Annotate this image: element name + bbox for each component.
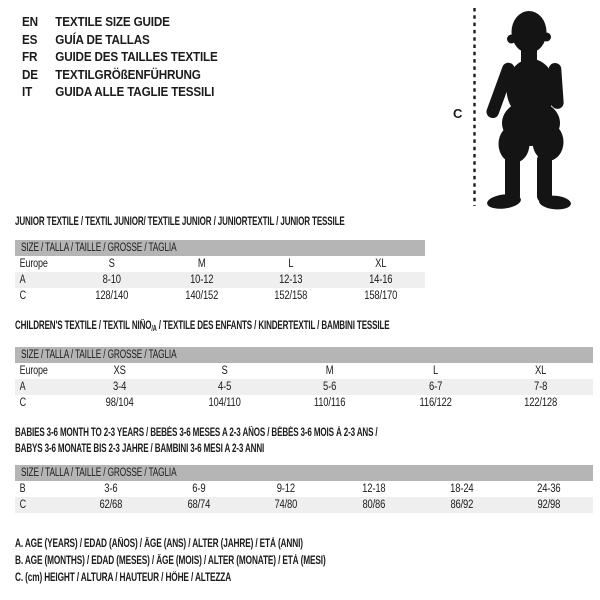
table-title — [15, 215, 425, 229]
row-label: Europe — [19, 365, 48, 377]
table-row — [15, 363, 593, 379]
size-cell: 3-4 — [113, 381, 127, 393]
size-cell: 92/98 — [537, 499, 561, 511]
size-header-bar — [15, 465, 593, 481]
size-cell: S — [108, 258, 115, 270]
size-cell: 6-7 — [428, 381, 442, 393]
row-label: Europe — [19, 258, 48, 270]
size-cell: 12-18 — [362, 483, 386, 495]
row-label: C — [19, 397, 27, 409]
guide-title-es: GUÍA DE TALLAS — [55, 31, 150, 47]
row-label: A — [19, 274, 26, 286]
row-label: C — [19, 499, 27, 511]
guide-title-it: GUIDA ALLE TAGLIE TESSILI — [55, 84, 215, 99]
language-code: EN — [22, 14, 38, 29]
size-table-babies — [15, 425, 593, 513]
size-table-children — [15, 319, 593, 411]
size-cell: 5-6 — [323, 381, 337, 393]
size-cell: 158/170 — [363, 290, 397, 302]
table-row — [15, 395, 593, 411]
size-cell: 12-13 — [279, 274, 303, 286]
size-cell: M — [326, 365, 334, 377]
size-cell: S — [221, 365, 228, 377]
size-cell: XS — [113, 365, 126, 377]
size-cell: 104/110 — [208, 397, 241, 409]
size-cell: 10-12 — [189, 274, 213, 286]
size-cell: 86/92 — [450, 499, 473, 511]
size-cell: 62/68 — [99, 499, 123, 511]
legend-text: C. (cm) HEIGHT / ALTURA / HAUTEUR / HÖHE / ALTEZZA — [15, 572, 232, 584]
legend-text: B. AGE (MONTHS) / EDAD (MESES) / ÂGE (MOIS) / ALTER (MONATE) / ETÀ (MESI) — [15, 555, 326, 567]
language-row — [22, 31, 218, 49]
table-title-text: BABYS 3-6 MONATE BIS 2-3 JAHRE / BAMBINI 3-6 MESI A 2-3 ANNI — [15, 443, 265, 455]
row-label: B — [19, 483, 26, 495]
height-measure-label: C — [453, 106, 463, 121]
size-cell: 9-12 — [277, 483, 296, 495]
table-title-text: / TEXTILE DES ENFANTS / KINDERTEXTIL / BAMBINI TESSILE — [156, 320, 390, 332]
size-cell: 68/74 — [187, 499, 210, 511]
size-cell: 14-16 — [368, 274, 392, 286]
size-header-text: SIZE / TALLA / TAILLE / GRÖSSE / TAGLIA — [21, 242, 177, 254]
language-row — [22, 13, 218, 31]
language-title-list — [22, 13, 239, 101]
table-row — [15, 288, 425, 304]
size-table-junior — [15, 215, 425, 304]
table-row — [15, 481, 593, 497]
size-cell: 24-36 — [537, 483, 561, 495]
baby-silhouette-icon — [465, 5, 595, 215]
size-cell: XL — [534, 365, 547, 377]
guide-title-fr: GUIDE DES TAILLES TEXTILE — [55, 49, 218, 64]
size-header-bar — [15, 240, 425, 256]
size-cell: 98/104 — [105, 397, 134, 409]
size-cell: 116/122 — [419, 397, 452, 409]
size-cell: 74/80 — [274, 499, 298, 511]
size-cell: 110/116 — [314, 397, 346, 409]
table-title — [15, 319, 593, 333]
language-row — [22, 66, 218, 84]
size-header-text: SIZE / TALLA / TAILLE / GRÖSSE / TAGLIA — [21, 467, 177, 479]
legend-line-c — [15, 570, 446, 587]
legend — [15, 536, 446, 587]
size-cell: 128/140 — [95, 290, 129, 302]
table-rows — [15, 363, 593, 411]
table-rows — [15, 256, 425, 304]
size-cell: M — [197, 258, 206, 270]
size-cell: 152/158 — [274, 290, 308, 302]
size-cell: 18-24 — [449, 483, 474, 495]
legend-text: A. AGE (YEARS) / EDAD (AÑOS) / ÂGE (ANS) / ALTER (JAHRE) / ETÀ (ANNI) — [15, 538, 303, 550]
size-header-text: SIZE / TALLA / TAILLE / GRÖSSE / TAGLIA — [21, 349, 177, 361]
size-header-bar — [15, 347, 593, 363]
size-cell: L — [288, 258, 294, 270]
language-code: IT — [22, 84, 33, 99]
row-label: A — [19, 381, 26, 393]
table-title-line2 — [15, 441, 593, 457]
size-cell: L — [432, 365, 438, 377]
table-rows — [15, 481, 593, 513]
size-cell: XL — [374, 258, 386, 270]
table-title-sub: /A — [151, 324, 157, 333]
table-title-text: JUNIOR TEXTILE / TEXTIL JUNIOR/ TEXTILE JUNIOR / JUNIORTEXTIL / JUNIOR TESSILE — [15, 216, 345, 228]
table-row — [15, 256, 425, 272]
legend-line-b — [15, 553, 446, 570]
size-cell: 122/128 — [523, 397, 557, 409]
table-row — [15, 497, 593, 513]
size-cell: 80/86 — [362, 499, 386, 511]
size-cell: 7-8 — [533, 381, 547, 393]
size-cell: 4-5 — [218, 381, 232, 393]
row-label: C — [19, 290, 27, 302]
language-row — [22, 83, 218, 101]
table-title — [15, 425, 593, 441]
language-row — [22, 48, 218, 66]
table-title-text: CHILDREN'S TEXTILE / TEXTIL NIÑO — [15, 320, 152, 332]
language-code: ES — [22, 31, 38, 47]
language-code: DE — [22, 66, 38, 82]
legend-line-a — [15, 536, 446, 553]
table-row — [15, 379, 593, 395]
size-cell: 8-10 — [102, 274, 121, 286]
table-title-text: BABIES 3-6 MONTH TO 2-3 YEARS / BEBÉS 3-6 MESES A 2-3 AÑOS / BÉBÉS 3-6 MOIS À 2-3 ANS / — [15, 427, 378, 439]
size-cell: 6-9 — [191, 483, 206, 495]
guide-title-en: TEXTILE SIZE GUIDE — [55, 14, 170, 29]
size-cell: 3-6 — [104, 483, 118, 495]
language-code: FR — [22, 49, 38, 64]
size-cell: 140/152 — [184, 290, 218, 302]
table-row — [15, 272, 425, 288]
guide-title-de: TEXTILGRÖßENFÜHRUNG — [55, 66, 201, 82]
